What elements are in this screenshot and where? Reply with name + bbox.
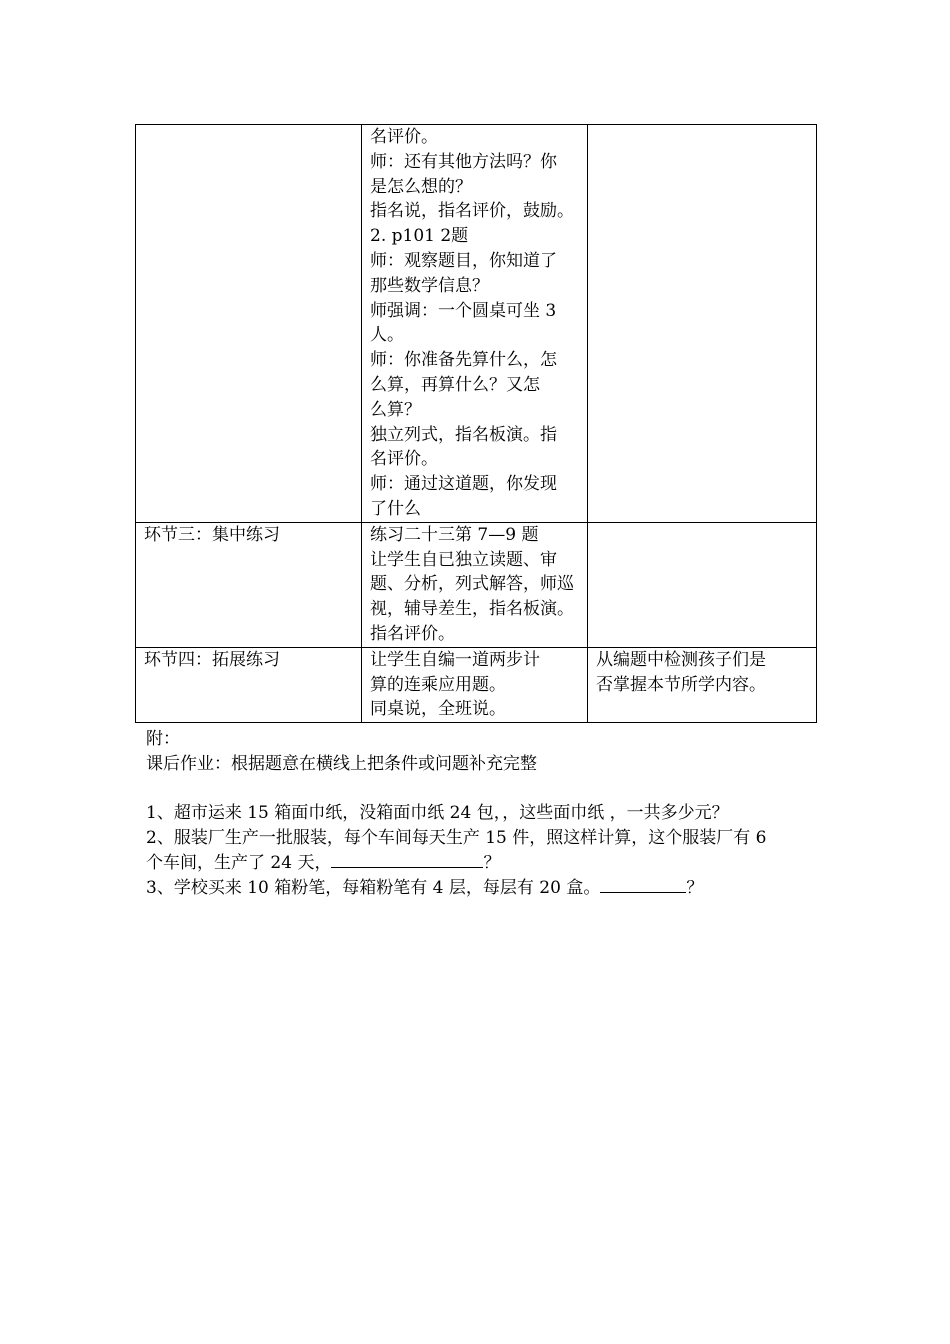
activity-line: 师：观察题目，你知道了: [370, 250, 557, 271]
activity-line: 让学生自已独立读题、审: [370, 549, 557, 570]
question-2-end: ？: [483, 852, 501, 873]
activity-line: 么算？: [370, 399, 421, 420]
intent-cell: [588, 522, 817, 647]
activity-line: 指名说，指名评价，鼓励。: [370, 201, 574, 222]
stage-cell: [136, 522, 362, 647]
answer-blank-2[interactable]: [331, 851, 483, 868]
activity-line: 让学生自编一道两步计: [370, 649, 540, 670]
question-2-line-2: [146, 851, 826, 876]
activity-line: 练习二十三第 7—9 题: [370, 524, 539, 545]
question-2-line-1: 2、服装厂生产一批服装，每个车间每天生产 15 件，照这样计算，这个服装厂有 6: [146, 828, 767, 849]
stage-label: 环节四：拓展练习: [144, 649, 280, 670]
activity-line: 指名评价。: [370, 623, 455, 644]
activity-cell: [362, 125, 588, 523]
activity-line: 题、分析，列式解答，师巡: [370, 574, 574, 595]
table-row: [136, 125, 817, 523]
intent-cell: [588, 647, 817, 722]
appendix-label: 附：: [146, 729, 180, 749]
intent-line: 从编题中检测孩子们是: [596, 649, 766, 670]
activity-line: 视，辅导差生，指名板演。: [370, 599, 574, 620]
activity-line: 算的连乘应用题。: [370, 674, 506, 695]
intent-line: 否掌握本节所学内容。: [596, 674, 766, 695]
activity-line: 人。: [370, 325, 404, 346]
activity-line: 2. p101 2题: [370, 226, 469, 247]
activity-line: 是怎么想的？: [370, 176, 472, 197]
intent-cell: [588, 125, 817, 523]
activity-line: 师：还有其他方法吗？你: [370, 151, 557, 172]
lesson-plan-table: [135, 124, 817, 723]
table-row: [136, 647, 817, 722]
activity-line: 师强调：一个圆桌可坐 3: [370, 300, 557, 321]
activity-cell: [362, 647, 588, 722]
stage-cell: [136, 647, 362, 722]
activity-line: 名评价。: [370, 449, 438, 470]
question-3-end: ？: [686, 877, 704, 898]
activity-line: 那些数学信息？: [370, 275, 489, 296]
activity-line: 独立列式，指名板演。指: [370, 424, 557, 445]
homework-title: 课后作业：根据题意在横线上把条件或问题补充完整: [146, 753, 537, 774]
activity-line: 了什么: [370, 498, 421, 519]
table-row: [136, 522, 817, 647]
spacer: [146, 777, 826, 802]
activity-cell: [362, 522, 588, 647]
activity-line: 师：通过这道题，你发现: [370, 474, 557, 495]
activity-line: 么算，再算什么？又怎: [370, 374, 540, 395]
activity-line: 同桌说，全班说。: [370, 699, 506, 720]
question-1: 1、超市运来 15 箱面巾纸，没箱面巾纸 24 包，，这些面巾纸 ，一共多少元？: [146, 803, 729, 824]
activity-line: 师：你准备先算什么，怎: [370, 350, 557, 371]
activity-line: 名评价。: [370, 127, 438, 147]
stage-label: 环节三：集中练习: [144, 524, 280, 545]
question-2-text: 个车间，生产了 24 天，: [146, 852, 332, 873]
question-3-text: 3、学校买来 10 箱粉笔，每箱粉笔有 4 层，每层有 20 盒。: [146, 877, 601, 898]
appendix-section: [146, 727, 826, 901]
stage-cell: [136, 125, 362, 523]
question-3: [146, 876, 826, 901]
answer-blank-3[interactable]: [600, 876, 686, 893]
